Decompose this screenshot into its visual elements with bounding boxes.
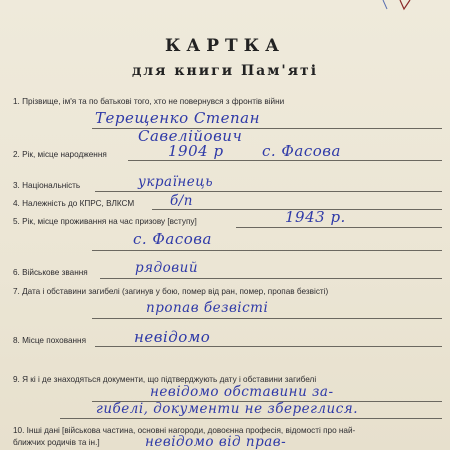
card-title: КАРТКА	[164, 36, 286, 56]
field-7-rule	[92, 318, 442, 319]
field-8-label: 8. Місце поховання	[13, 336, 86, 345]
field-1-value-line2: Савелійович	[138, 127, 243, 145]
field-6-rule	[100, 278, 442, 279]
field-2-value-year: 1904 р	[168, 142, 224, 160]
field-10-label-line2: ближчих родичів та ін.]	[13, 438, 100, 447]
field-6-value: рядовий	[135, 260, 199, 276]
field-8-value: невідомо	[134, 328, 211, 346]
field-4-label: 4. Належність до КПРС, ВЛКСМ	[13, 199, 135, 208]
card-subtitle: для книги Пам'яті	[131, 63, 319, 79]
field-4-value: б/п	[170, 193, 193, 209]
field-5-value-year: 1943 р.	[285, 208, 346, 226]
field-9-rule-b	[60, 418, 442, 419]
field-10-label: 10. Інші дані [військова частина, основні нагороди, довоєнна професія, відомості про най-	[13, 426, 356, 435]
field-1-label: 1. Прізвище, ім'я та по батькові того, хто не повернувся з фронтів війни	[13, 97, 285, 106]
field-5-rule-a	[236, 227, 442, 228]
field-5-value-place: с. Фасова	[133, 230, 212, 248]
field-9-value-line1: невідомо обставини за-	[150, 384, 334, 400]
field-7-label: 7. Дата і обставини загибелі (загинув у бою, помер від ран, помер, пропав безвісті)	[13, 287, 329, 296]
field-2-value-place: с. Фасова	[262, 142, 341, 160]
pencil-marks	[380, 0, 420, 12]
field-2-label: 2. Рік, місце народження	[13, 150, 107, 159]
field-3-rule	[95, 191, 442, 192]
field-8-rule	[95, 346, 442, 347]
field-2-rule	[128, 160, 442, 161]
field-3-value: українець	[138, 174, 214, 190]
field-5-label: 5. Рік, місце проживання на час призову [вступу]	[13, 217, 197, 226]
field-6-label: 6. Військове звання	[13, 268, 88, 277]
field-9-value-line2: гибелі, документи не збереглися.	[96, 401, 358, 417]
field-9-label: 9. Я кі і де знаходяться документи, що підтверджують дату і обставини загибелі	[13, 375, 317, 384]
field-3-label: 3. Національність	[13, 181, 81, 190]
field-1-value-line1: Терещенко Степан	[95, 109, 260, 127]
field-7-value: пропав безвісті	[146, 300, 269, 316]
field-5-rule-b	[92, 250, 442, 251]
field-10-value: невідомо від прав-	[145, 434, 287, 450]
